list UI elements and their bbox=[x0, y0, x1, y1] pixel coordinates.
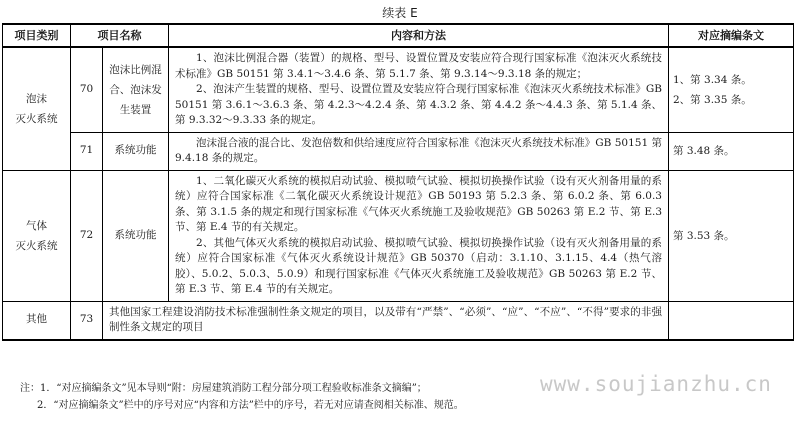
reference-line: 第 3.53 条。 bbox=[673, 229, 735, 242]
content-paragraph: 泡沫混合液的混合比、发泡倍数和供给速度应符合国家标准《泡沫灭火系统技术标准》GB 50151 第 9.4.18 条的规定。 bbox=[175, 136, 662, 164]
footnote-line: 注：1．“对应摘编条文”见本导则“附：房屋建筑消防工程分部分项工程验收标准条文摘编”； bbox=[20, 383, 427, 394]
header-reference-clauses: 对应摘编条文 bbox=[669, 24, 794, 47]
content-cell bbox=[169, 170, 669, 301]
reference-cell bbox=[669, 47, 794, 132]
table-row bbox=[3, 47, 794, 132]
table-row bbox=[3, 301, 794, 340]
table-row bbox=[3, 170, 794, 301]
watermark: www.soujianzhu.cn bbox=[540, 372, 772, 396]
item-name: 系统功能 bbox=[103, 132, 169, 170]
footnotes bbox=[20, 380, 464, 414]
reference-cell bbox=[669, 132, 794, 170]
content-paragraph: 其他国家工程建设消防技术标准强制性条文规定的项目，以及带有“严禁”、“必须”、“应”、“不应”、“不得”要求的非强制性条文规定的项目 bbox=[109, 305, 662, 333]
item-name: 系统功能 bbox=[103, 170, 169, 301]
content-paragraph: 2、泡沫产生装置的规格、型号、设置位置及安装应符合现行国家标准《泡沫灭火系统技术标准》GB 50151 第 3.6.1～3.6.3 条、第 4.2.3～4.2.4 条、第 4.3.2 条、第 4.4.2 条～4.4.3 条、第 5.1.4 条、第 9.3.32～9.3.33 条的规定。 bbox=[175, 83, 662, 126]
content-cell bbox=[169, 47, 669, 132]
table-row bbox=[3, 132, 794, 170]
category-cell: 气体 灭火系统 bbox=[3, 170, 71, 301]
reference-cell bbox=[669, 301, 794, 340]
category-cell: 其他 bbox=[3, 301, 71, 340]
header-item-name: 项目名称 bbox=[71, 24, 169, 47]
content-paragraph: 1、二氧化碳灭火系统的模拟启动试验、模拟喷气试验、模拟切换操作试验（设有灭火剂备用量的系统）应符合国家标准《二氧化碳灭火系统设计规范》GB 50193 第 5.2.3 条、第 6.0.2 条、第 6.0.3 条、第 3.1.5 条的规定和现行国家标准《气体灭火系统施工及验收规范》GB 50263 第 E.2 节、第 E.3 节、第 E.4 节的有关规定。 bbox=[175, 174, 662, 233]
item-name: 泡沫比例混合、泡沫发生装置 bbox=[103, 47, 169, 132]
item-number: 73 bbox=[71, 301, 103, 340]
item-number: 70 bbox=[71, 47, 103, 132]
reference-cell bbox=[669, 170, 794, 301]
inspection-table bbox=[2, 23, 794, 341]
header-content-method: 内容和方法 bbox=[169, 24, 669, 47]
category-cell: 泡沫 灭火系统 bbox=[3, 47, 71, 170]
header-category: 项目类别 bbox=[3, 24, 71, 47]
reference-line: 1、第 3.34 条。 bbox=[673, 73, 752, 86]
content-cell bbox=[169, 132, 669, 170]
reference-line: 2、第 3.35 条。 bbox=[673, 93, 752, 106]
merged-content-cell bbox=[103, 301, 669, 340]
item-number: 72 bbox=[71, 170, 103, 301]
table-header-row bbox=[3, 24, 794, 47]
footnote-line: 2．“对应摘编条文”栏中的序号对应“内容和方法”栏中的序号，若无对应请查阅相关标准、规范。 bbox=[37, 400, 464, 411]
content-paragraph: 2、其他气体灭火系统的模拟启动试验、模拟喷气试验、模拟切换操作试验（设有灭火剂备用量的系统）应符合国家标准《气体灭火系统设计规范》GB 50370（启动：3.1.10、3.1.15、4.4（热气溶胶）、5.0.2、5.0.3、5.0.9）和现行国家标准《气体灭火系统施工及验收规范》GB 50263 第 E.2 节、第 E.3 节、第 E.4 节的有关规定。 bbox=[175, 236, 662, 295]
table-caption: 续表 E bbox=[382, 6, 418, 20]
item-number: 71 bbox=[71, 132, 103, 170]
reference-line: 第 3.48 条。 bbox=[673, 145, 735, 157]
content-paragraph: 1、泡沫比例混合器（装置）的规格、型号、设置位置及安装应符合现行国家标准《泡沫灭火系统技术标准》GB 50151 第 3.4.1～3.4.6 条、第 5.1.7 条、第 9.3.14～9.3.18 条的规定； bbox=[175, 52, 662, 80]
